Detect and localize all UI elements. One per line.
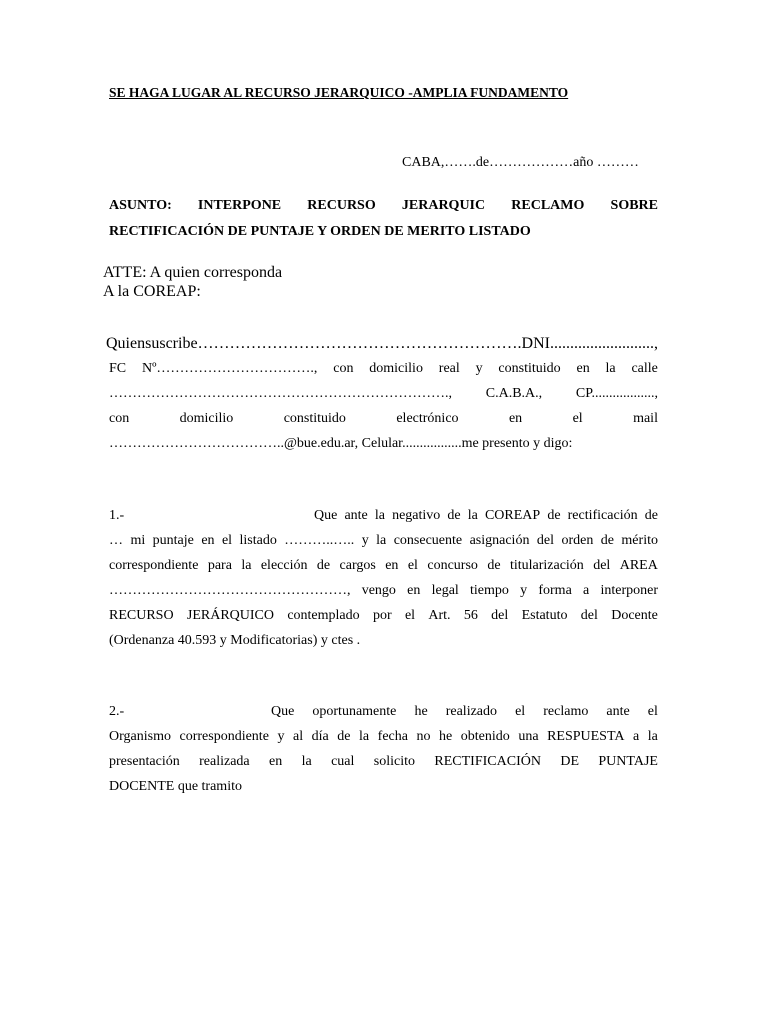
- word: para: [207, 558, 232, 573]
- word: ……………………………………………,: [109, 583, 351, 598]
- word: Que: [271, 704, 295, 719]
- point-1-line-5: [109, 603, 658, 628]
- word: negativo: [392, 508, 441, 523]
- word: y: [361, 533, 369, 548]
- point-2-paragraph: [109, 699, 658, 799]
- word: mail: [633, 411, 658, 426]
- word: con: [333, 361, 354, 376]
- point-2-first-line: [109, 699, 658, 724]
- word: la: [241, 558, 252, 573]
- word: Organismo: [109, 729, 171, 744]
- word: de: [644, 508, 658, 523]
- point-2-line-3: [109, 749, 658, 774]
- word: …: [109, 533, 123, 548]
- word: RECURSO: [109, 608, 174, 623]
- word: cargos: [339, 558, 376, 573]
- word: Art.: [428, 608, 451, 623]
- word: RESPUESTA: [547, 729, 625, 744]
- word: el: [404, 608, 416, 623]
- word: obtenido: [460, 729, 510, 744]
- word: JERARQUIC: [401, 198, 486, 213]
- word: asignación: [469, 533, 530, 548]
- word: con: [109, 411, 130, 426]
- intro-line-3: [109, 381, 658, 406]
- word: en: [269, 754, 283, 769]
- subject-line-1: [109, 193, 658, 219]
- word: el: [407, 558, 418, 573]
- word: ante: [606, 704, 630, 719]
- word: AREA: [619, 558, 658, 573]
- point-2-line-2: [109, 724, 658, 749]
- word: la: [376, 533, 387, 548]
- word: he: [439, 729, 453, 744]
- word: la: [374, 508, 385, 523]
- subject-block: [109, 193, 658, 245]
- word: Nº…………………………….,: [141, 361, 318, 376]
- word: solicito: [373, 754, 416, 769]
- word: realizado: [445, 704, 498, 719]
- point-1-line-6: (Ordenanza 40.593 y Modificatorias) y ctes .: [109, 633, 361, 648]
- intro-line-2: [109, 356, 658, 381]
- word: del: [491, 608, 509, 623]
- word: de: [547, 508, 561, 523]
- word: de: [487, 558, 501, 573]
- word: en: [385, 558, 399, 573]
- word: a: [633, 729, 640, 744]
- word: CP..................,: [575, 386, 658, 401]
- word: ………..…..: [284, 533, 355, 548]
- word: ……………………………………………………………….,: [109, 386, 452, 401]
- word: en: [508, 411, 523, 426]
- attention-block: [103, 263, 282, 301]
- word: la: [647, 729, 658, 744]
- word: orden: [561, 533, 594, 548]
- attention-line-2: A la COREAP:: [103, 283, 201, 300]
- word: constituido: [498, 361, 561, 376]
- point-2-line-1: [271, 699, 658, 724]
- word: calle: [631, 361, 658, 376]
- word: legal: [431, 583, 459, 598]
- word: elección: [260, 558, 308, 573]
- word: oportunamente: [312, 704, 397, 719]
- word: RECLAMO: [511, 198, 585, 213]
- word: y: [475, 361, 483, 376]
- word: mi: [130, 533, 146, 548]
- word: PUNTAJE: [598, 754, 658, 769]
- word: Quien: [106, 335, 146, 352]
- word: DE: [560, 754, 580, 769]
- word: el: [572, 411, 583, 426]
- point-1-line-2: [109, 528, 658, 553]
- word: titularización: [509, 558, 584, 573]
- word: correspondiente: [179, 729, 269, 744]
- word: puntaje: [152, 533, 194, 548]
- word: realizada: [199, 754, 250, 769]
- point-1-line-1: [314, 503, 658, 528]
- word: he: [414, 704, 428, 719]
- word: y: [277, 729, 285, 744]
- word: del: [593, 558, 611, 573]
- word: consecuente: [393, 533, 463, 548]
- word: en: [576, 361, 590, 376]
- word: la: [359, 729, 370, 744]
- word: real: [438, 361, 460, 376]
- word: en: [407, 583, 421, 598]
- word: y: [520, 583, 528, 598]
- intro-line-4: [109, 406, 658, 431]
- word: electrónico: [396, 411, 459, 426]
- word: tiempo: [470, 583, 509, 598]
- word: ASUNTO:: [109, 198, 172, 213]
- word: del: [580, 608, 598, 623]
- word: el: [647, 704, 658, 719]
- point-1-first-line: [109, 503, 658, 528]
- intro-line-1: [106, 335, 658, 353]
- word: domicilio: [369, 361, 423, 376]
- word: suscribe: [145, 335, 198, 352]
- word: vengo: [361, 583, 396, 598]
- word: cual: [331, 754, 355, 769]
- word: …………………………………………………….DNI..........................,: [197, 335, 658, 352]
- word: al: [292, 729, 304, 744]
- word: INTERPONE: [197, 198, 282, 213]
- document-title: SE HAGA LUGAR AL RECURSO JERARQUICO -AMPLIA FUNDAMENTO: [109, 85, 569, 100]
- word: fecha: [377, 729, 408, 744]
- word: en: [201, 533, 215, 548]
- point-2-line-4: DOCENTE que tramito: [109, 779, 242, 794]
- word: Docente: [611, 608, 658, 623]
- word: de: [447, 508, 461, 523]
- word: de: [337, 729, 351, 744]
- point-1-line-3: [109, 553, 658, 578]
- word: SOBRE: [610, 198, 658, 213]
- word: una: [518, 729, 539, 744]
- word: interponer: [600, 583, 658, 598]
- word: Estatuto: [521, 608, 568, 623]
- place-date-line: CABA,…….de………………año ………: [402, 155, 639, 170]
- word: del: [536, 533, 554, 548]
- word: domicilio: [179, 411, 234, 426]
- word: JERÁRQUICO: [186, 608, 275, 623]
- word: por: [372, 608, 392, 623]
- point-1-paragraph: [109, 503, 658, 653]
- word: Que: [314, 508, 338, 523]
- word: no: [416, 729, 431, 744]
- word: día: [311, 729, 329, 744]
- word: C.A.B.A.,: [485, 386, 543, 401]
- point-2-number: 2.-: [109, 704, 125, 719]
- word: listado: [239, 533, 277, 548]
- word: rectificación: [567, 508, 638, 523]
- word: 56: [463, 608, 478, 623]
- word: FC: [109, 361, 127, 376]
- word: ante: [344, 508, 368, 523]
- word: mérito: [621, 533, 658, 548]
- word: reclamo: [543, 704, 589, 719]
- word: de: [316, 558, 331, 573]
- word: concurso: [427, 558, 478, 573]
- word: contemplado: [287, 608, 360, 623]
- intro-line-5: ………………………………..@bue.edu.ar, Celular.................me presento y digo:: [109, 436, 573, 451]
- word: la: [301, 754, 312, 769]
- word: constituido: [283, 411, 346, 426]
- word: forma: [538, 583, 572, 598]
- attention-line-1: ATTE: A quien corresponda: [103, 264, 283, 281]
- point-1-number: 1.-: [109, 508, 125, 523]
- word: RECTIFICACIÓN: [434, 754, 541, 769]
- point-1-line-4: [109, 578, 658, 603]
- word: presentación: [109, 754, 180, 769]
- word: el: [221, 533, 233, 548]
- intro-paragraph: [109, 356, 658, 456]
- word: la: [467, 508, 478, 523]
- word: RECURSO: [307, 198, 376, 213]
- word: de: [600, 533, 614, 548]
- subject-line-2: RECTIFICACIÓN DE PUNTAJE Y ORDEN DE MERITO LISTADO: [109, 224, 531, 239]
- word: COREAP: [484, 508, 541, 523]
- word: a: [583, 583, 590, 598]
- word: correspondiente: [109, 558, 199, 573]
- word: el: [515, 704, 526, 719]
- word: la: [605, 361, 616, 376]
